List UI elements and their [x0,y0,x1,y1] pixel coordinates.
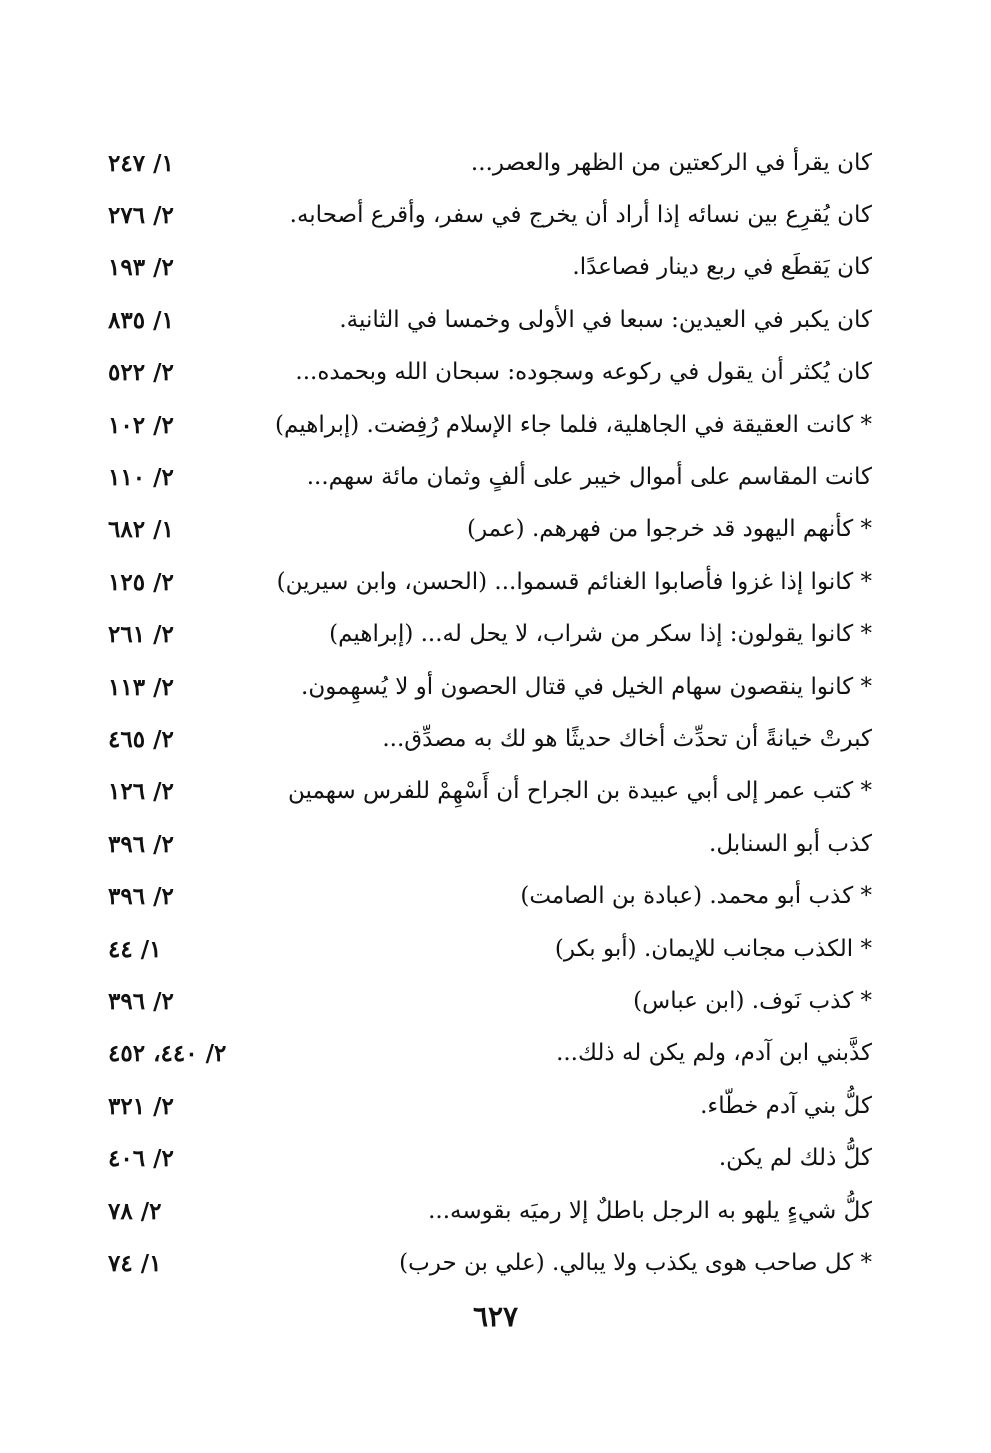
entry-reference: ٢/ ٢٦١ [108,621,174,649]
entry-reference: ١/ ٢٤٧ [108,149,174,177]
entry-reference: ٢/ ٢٧٦ [108,202,174,230]
entry-text: كذب أبو السنابل. [709,830,872,857]
index-entry [100,451,880,503]
index-entry [100,347,880,399]
entry-reference: ٢/ ١١٣ [108,673,174,701]
entry-reference: ٢/ ٣٩٦ [108,987,174,1015]
index-entry [100,504,880,556]
entry-reference: ١/ ٦٨٢ [108,516,174,544]
entry-text: * كانوا يقولون: إذا سكر من شراب، لا يحل له... (إبراهيم) [329,621,872,648]
entry-reference: ٢/ ٥٢٢ [108,359,174,387]
entry-text: * الكذب مجانب للإيمان. (أبو بكر) [554,935,872,962]
entry-text: * كل صاحب هوى يكذب ولا يبالي. (علي بن حرب) [399,1249,872,1276]
index-entry [100,661,880,713]
entry-reference: ٢/ ٣٩٦ [108,830,174,858]
entry-text: * كذب أبو محمد. (عبادة بن الصامت) [520,883,872,910]
index-entry [100,1080,880,1132]
entry-text: كان يُقرِع بين نسائه إذا أراد أن يخرج في سفر، وأقرع أصحابه. [289,202,872,229]
entry-text: كلُّ شيءٍ يلهو به الرجل باطلٌ إلا رميَه بقوسه... [428,1197,872,1224]
entry-text: كان يقرأ في الركعتين من الظهر والعصر... [470,149,872,176]
entry-text: كلُّ ذلك لم يكن. [718,1145,872,1172]
entry-reference: ١/ ٨٣٥ [108,306,174,334]
entry-text: * كانوا ينقصون سهام الخيل في قتال الحصون أو لا يُسهِمون. [301,673,872,700]
entry-text: كلُّ بني آدم خطّاء. [700,1092,872,1119]
entry-reference: ٢/ ٤٦٥ [108,725,174,753]
entry-reference: ٢/ ١٠٢ [108,411,174,439]
entry-text: كذَّبني ابن آدم، ولم يكن له ذلك... [556,1040,872,1067]
page-number: ٦٢٧ [472,1300,519,1333]
index-entry [100,399,880,451]
index-entry [100,766,880,818]
index-entry [100,923,880,975]
index-entry [100,609,880,661]
entry-reference: ٢/ ٤٠٦ [108,1145,174,1173]
entry-text: * كذب نَوف. (ابن عباس) [633,987,872,1014]
entry-text: كانت المقاسم على أموال خيبر على ألفٍ وثمان مائة سهم... [306,464,872,491]
index-entry [100,870,880,922]
index-entry [100,975,880,1027]
entry-text: * كانت العقيقة في الجاهلية، فلما جاء الإسلام رُفِضت. (إبراهيم) [275,411,872,438]
entry-reference: ٢/ ٤٤٠، ٤٥٢ [108,1040,227,1068]
index-entry-list [100,137,880,1290]
entry-reference: ١/ ٧٤ [108,1249,162,1277]
entry-reference: ٢/ ٣٩٦ [108,883,174,911]
entry-text: كان يَقطَع في ربع دينار فصاعدًا. [572,254,872,281]
index-entry [100,1028,880,1080]
index-entry [100,294,880,346]
entry-reference: ٢/ ١٢٦ [108,778,174,806]
entry-reference: ٢/ ٣٢١ [108,1092,174,1120]
index-entry [100,1237,880,1289]
index-entry [100,556,880,608]
index-entry [100,713,880,765]
entry-reference: ٢/ ١١٠ [108,464,174,492]
index-entry [100,1185,880,1237]
index-entry [100,137,880,189]
entry-text: * كتب عمر إلى أبي عبيدة بن الجراح أن أَسْهِمْ للفرس سهمين [288,778,872,805]
index-entry [100,242,880,294]
entry-text: كبرتْ خيانةً أن تحدِّث أخاك حديثًا هو لك به مصدِّق... [382,725,872,752]
index-entry [100,1132,880,1184]
entry-reference: ٢/ ١٩٣ [108,254,174,282]
entry-reference: ١/ ٤٤ [108,935,162,963]
entry-text: كان يُكثر أن يقول في ركوعه وسجوده: سبحان الله وبحمده... [295,359,872,386]
index-entry [100,189,880,241]
entry-reference: ٢/ ١٢٥ [108,568,174,596]
entry-text: * كانوا إذا غزوا فأصابوا الغنائم قسموا... (الحسن، وابن سيرين) [276,568,872,595]
entry-text: * كأنهم اليهود قد خرجوا من فهرهم. (عمر) [467,516,872,543]
entry-text: كان يكبر في العيدين: سبعا في الأولى وخمسا في الثانية. [339,306,872,333]
index-entry [100,818,880,870]
entry-reference: ٢/ ٧٨ [108,1197,162,1225]
